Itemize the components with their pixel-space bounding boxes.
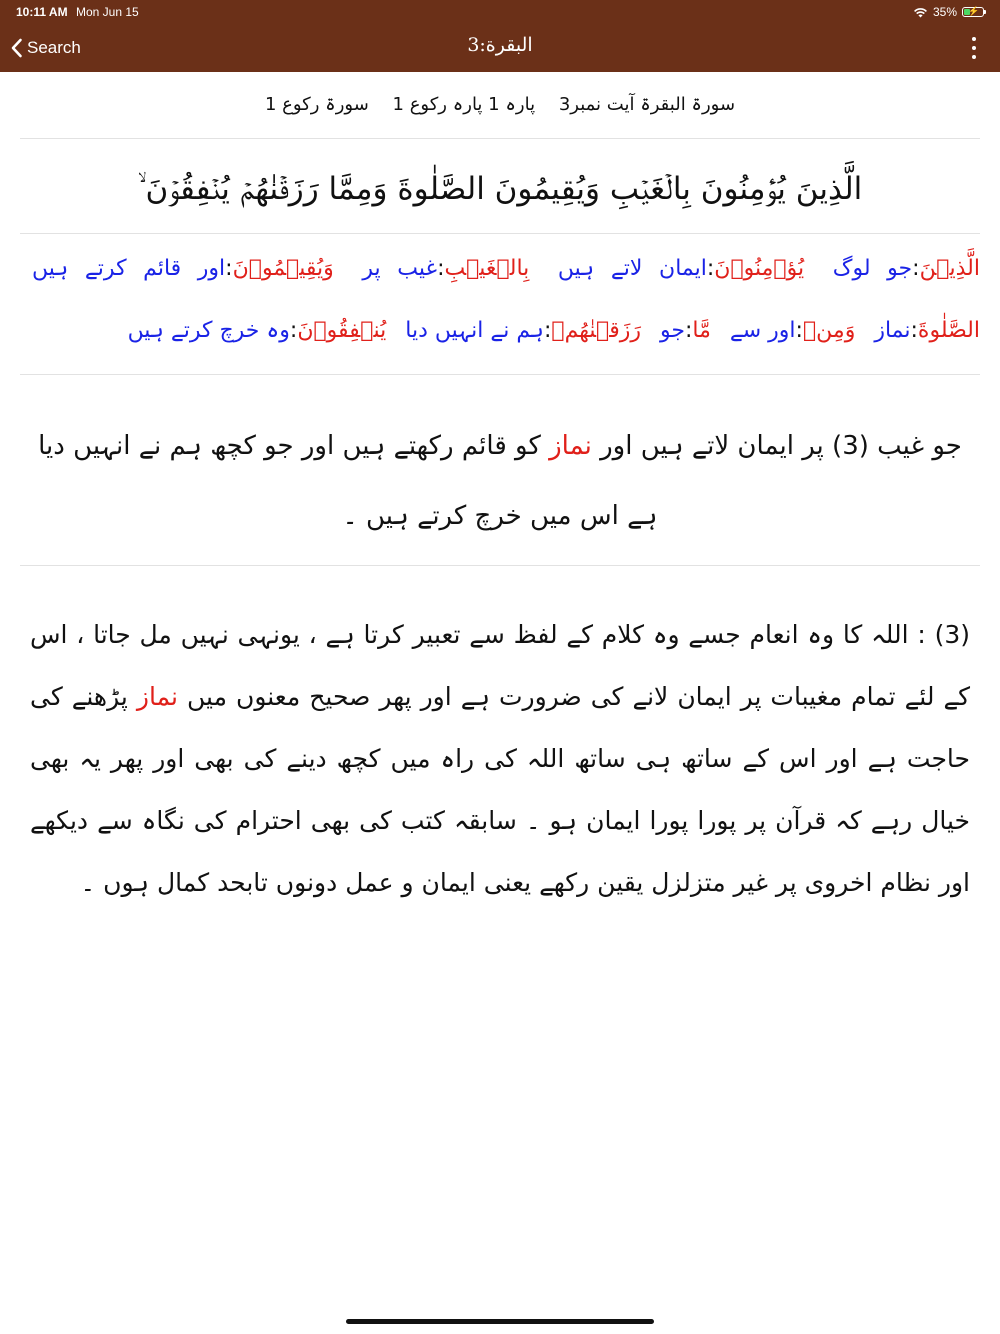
word-pair [833,256,980,281]
word-pair [874,318,980,343]
tafseer-highlight: نماز [136,682,178,711]
word-meaning: اور سے [729,318,796,343]
word-separator: : [912,256,920,281]
more-dot-icon [972,37,976,41]
arabic-word: رَزَقۡنٰهُمۡ [551,318,641,343]
word-separator: : [795,318,803,343]
more-dot-icon [972,46,976,50]
translation-text: جو غیب (3) پر ایمان لاتے ہیں اور [600,431,962,461]
tafseer [20,566,980,914]
arabic-word: بِالۡغَيۡبِ [444,256,530,281]
arabic-word: يُؤۡمِنُوۡنَ [714,256,805,281]
arabic-word: مَّا [692,318,711,343]
tafseer-text: پڑھنے کی حاجت ہے اور اس کے ساتھ ہی ساتھ اللہ کی راہ میں کچھ دینے کی بھی اور پھر یہ بھی خیال رہے کہ قرآن پر پورا پورا ایمان ہو ۔ سابقہ کتب کی بھی احترام کی نگاہ سے دیکھے اور نظام اخروی پر غیر متزلزل یقین رکھے یعنی ایمان و عمل دونوں تابحد کمال ہوں ۔ [30,682,970,897]
word-pair [558,256,804,281]
arabic-ayah: الَّذِينَ يُؤۡمِنُونَ بِالۡغَيۡبِ وَيُقِيمُونَ الصَّلٰوةَ وَمِمَّا رَزَقۡنٰهُمۡ يُنۡفِقُوۡنَ ۙ [20,139,980,234]
word-separator: : [437,256,445,281]
arabic-word: الصَّلٰوةَ [917,318,980,343]
more-options-button[interactable] [970,37,978,59]
back-button-label: Search [27,38,81,57]
word-by-word-translation [20,234,980,375]
word-pair [32,256,334,281]
word-meaning: وہ خرچ کرتے ہیں [127,318,290,343]
status-time: 10:11 AM [16,5,68,19]
word-separator: : [289,318,298,343]
word-pair [128,318,387,343]
word-meaning: جو لوگ [832,256,913,281]
word-meaning: جو [659,318,685,343]
charging-bolt-icon: ⚡ [968,6,980,16]
word-meaning: ہم نے انہیں دیا [405,318,544,343]
arabic-word: الَّذِيۡنَ [919,256,980,281]
ayah-reference [20,72,980,139]
word-separator: : [910,318,918,343]
arabic-word: وَمِنۡ [802,318,856,343]
word-separator: : [543,318,552,343]
word-separator: : [706,256,715,281]
home-indicator[interactable] [346,1319,654,1324]
navigation-bar [0,0,1000,72]
battery-icon [962,7,984,17]
word-meaning: غیب پر [362,256,438,281]
page-title: البقرة:3 [467,34,533,56]
word-meaning: ایمان لاتے ہیں [557,256,707,281]
word-separator: : [684,318,693,343]
reference-ruku: سورۃ رکوع 1 [264,94,369,115]
status-date: Mon Jun 15 [76,5,139,19]
word-pair [660,318,711,343]
translation-highlight: نماز [549,431,592,461]
reference-para: پارہ 1 پارہ رکوع 1 [392,94,536,115]
more-dot-icon [972,55,976,59]
reference-surah: سورۃ البقرۃ آیت نمبر3 [558,94,736,115]
word-meaning: نماز [874,318,911,343]
ayah-content [20,72,980,914]
arabic-word: وَيُقِيۡمُوۡنَ [232,256,334,281]
urdu-translation [20,375,980,566]
word-separator: : [225,256,233,281]
word-meaning: اور قائم کرتے ہیں [32,256,226,281]
status-indicators [913,4,984,20]
word-pair [405,318,641,343]
arabic-word: يُنۡفِقُوۡنَ [297,318,387,343]
translation-text: کو قائم رکھتے ہیں اور جو کچھ ہم نے انہیں دیا ہے اس میں خرچ کرتے ہیں ۔ [38,431,658,531]
wifi-icon [913,7,928,18]
word-pair [730,318,855,343]
word-pair [362,256,529,281]
battery-percent: 35% [932,5,957,19]
tafseer-text: (3) : اللہ کا وہ انعام جسے وہ کلام کے لفظ سے تعبیر کرتا ہے ، یونہی نہیں مل جاتا ، اس کے لئے تمام مغیبات پر ایمان لانے کی ضرورت ہے اور پھر صحیح معنوں میں [30,620,970,711]
